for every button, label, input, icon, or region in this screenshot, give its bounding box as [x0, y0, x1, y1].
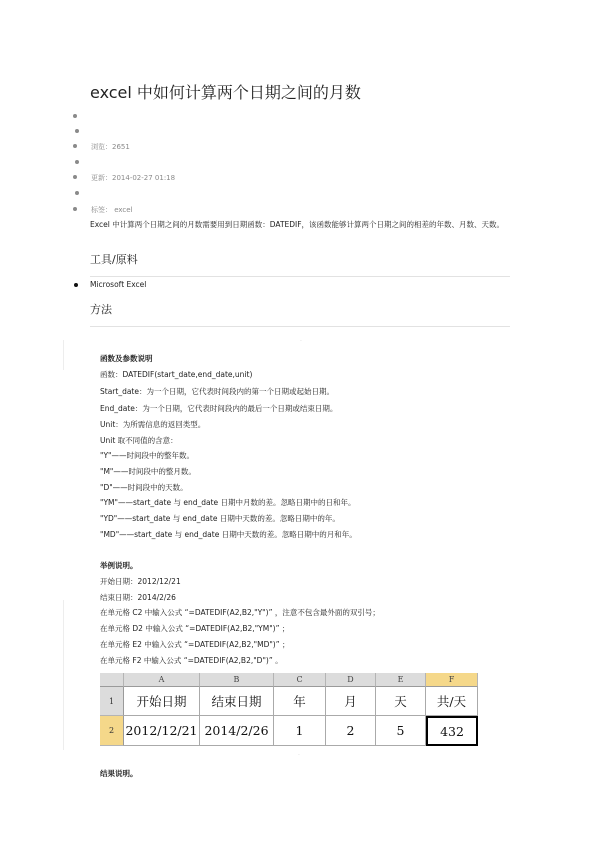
scan-edge [63, 600, 64, 750]
func-line: "MD"——start_date 与 end_date 日期中天数的差。忽略日期中的月和年。 [100, 530, 357, 539]
func-line: "M"——时间段中的整月数。 [100, 467, 196, 476]
article-title: excel 中如何计算两个日期之间的月数 [90, 83, 361, 102]
sheet-corner [100, 673, 124, 687]
sheet-cell: 5 [376, 716, 426, 746]
sheet-cell: 2014/2/26 [200, 716, 274, 746]
func-line: Start_date：为一个日期，它代表时间段内的第一个日期或起始日期。 [100, 387, 334, 396]
func-heading: 函数及参数说明 [100, 354, 153, 363]
example-line: 在单元格 D2 中输入公式 “=DATEDIF(A2,B2,"YM")” ； [100, 624, 290, 633]
example-line: 在单元格 E2 中输入公式 “=DATEDIF(A2,B2,"MD")” ； [100, 640, 290, 649]
sheet-cell: 年 [274, 687, 326, 716]
excel-sheet-image [100, 673, 478, 746]
func-line: 函数：DATEDIF(start_date,end_date,unit) [100, 370, 253, 379]
column-header: D [326, 673, 376, 687]
column-header: C [274, 673, 326, 687]
meta-bullet [73, 207, 77, 211]
func-line: Unit 取不同值的含意： [100, 436, 178, 445]
meta-bullet [73, 114, 77, 118]
func-line: "YM"——start_date 与 end_date 日期中月数的差。忽略日期中的日和年。 [100, 498, 356, 507]
tools-heading: 工具/原料 [90, 253, 138, 266]
section-divider [90, 276, 510, 277]
example-line: 结束日期：2014/2/26 [100, 593, 176, 602]
meta-bullet [73, 144, 77, 148]
sheet-cell: 天 [376, 687, 426, 716]
row-header-selected: 2 [100, 716, 124, 746]
sheet-cell: 1 [274, 716, 326, 746]
func-line: "YD"——start_date 与 end_date 日期中天数的差。忽略日期中的年。 [100, 514, 340, 523]
section-divider [90, 326, 510, 327]
sheet-cell: 月 [326, 687, 376, 716]
sheet-cell: 2 [326, 716, 376, 746]
tag-list: 标签： excel [91, 206, 133, 214]
example-heading: 举例说明。 [100, 561, 138, 570]
scan-speck: · [300, 338, 302, 345]
sheet-cell: 2012/12/21 [124, 716, 200, 746]
func-line: Unit：为所需信息的返回类型。 [100, 420, 206, 429]
update-time: 更新：2014-02-27 01:18 [91, 174, 176, 182]
column-header: B [200, 673, 274, 687]
func-line: End_date：为一个日期，它代表时间段内的最后一个日期或结束日期。 [100, 404, 338, 413]
result-heading: 结果说明。 [100, 769, 138, 778]
func-line: "D"——时间段中的天数。 [100, 483, 188, 492]
scan-edge [63, 340, 64, 370]
meta-bullet [75, 191, 79, 195]
sheet-cell: 开始日期 [124, 687, 200, 716]
column-header-selected: F [426, 673, 478, 687]
meta-bullet [73, 175, 77, 179]
example-line: 开始日期：2012/12/21 [100, 577, 181, 586]
sheet-cell: 结束日期 [200, 687, 274, 716]
column-header: E [376, 673, 426, 687]
func-line: "Y"——时间段中的整年数。 [100, 451, 194, 460]
list-bullet [74, 283, 78, 287]
active-cell: 432 [426, 716, 478, 746]
method-heading: 方法 [90, 303, 112, 316]
meta-bullet [75, 160, 79, 164]
tool-item: Microsoft Excel [90, 280, 147, 289]
view-count: 浏览：2651 [91, 143, 130, 151]
meta-bullet [75, 129, 79, 133]
column-header: A [124, 673, 200, 687]
example-line: 在单元格 F2 中输入公式 “=DATEDIF(A2,B2,"D")” 。 [100, 656, 283, 665]
intro-paragraph: Excel 中计算两个日期之间的月数需要用到日期函数：DATEDIF，该函数能够计算两个日期之间的相差的年数、月数、天数。 [90, 220, 505, 229]
row-header: 1 [100, 687, 124, 716]
example-line: 在单元格 C2 中输入公式 “=DATEDIF(A2,B2,"Y")” ，注意不包含最外面的双引号； [100, 608, 380, 617]
sheet-cell: 共/天 [426, 687, 478, 716]
scan-speck: · [298, 752, 300, 759]
